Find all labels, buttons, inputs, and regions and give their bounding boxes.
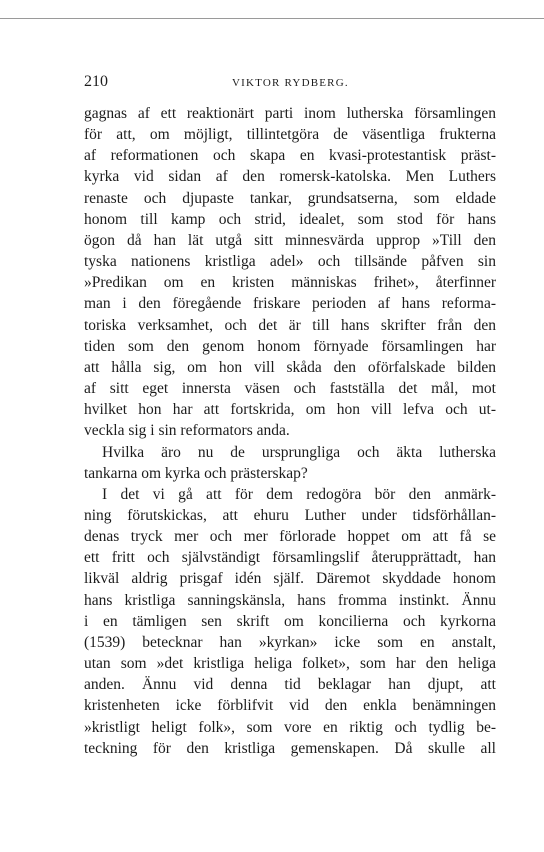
text-line: kristenheten icke förblifvit vid den enkla benämningen [84,697,496,715]
text-line: att hålla sig, om hon vill skåda den oförfalskade bilden [84,358,496,376]
running-head: VIKTOR RYDBERG. [232,77,349,89]
text-line: hvilket hon har att fortskrida, om hon vill lefva och ut- [84,401,496,419]
text-line: kyrka vid sidan af den romersk-katolska. Men Luthers [84,168,496,186]
text-line: af sitt eget innersta väsen och fastställa det mål, mot [84,380,496,398]
text-line: toriska verksamhet, och det är till hans skrifter från den [84,316,496,334]
text-line: anden. Ännu vid denna tid beklagar han djupt, att [84,676,496,694]
text-line: renaste och djupaste tankar, grundsatserna, som eldade [84,189,496,207]
text-line: ning förutskickas, att ehuru Luther under tidsförhållan- [84,506,496,524]
text-line: af reformationen och skapa en kvasi-protestantisk präst- [84,147,496,165]
top-rule [0,18,544,19]
text-line: likväl aldrig prisgaf idén själf. Däremot skyddade honom [84,570,496,588]
text-line: teckning för den kristliga gemenskapen. Då skulle all [84,739,496,757]
text-line: tiden som den genom honom förnyade församlingen har [84,337,496,355]
text-line: »Predikan om en kristen människas frihet», återfinner [84,274,496,292]
text-line: I det vi gå att för dem redogöra bör den anmärk- [102,485,496,503]
text-line: ett fritt och självständigt församlingslif återupprättadt, han [84,549,496,567]
text-line: tyska nationens kristliga adel» och tillsände påfven sin [84,253,496,271]
text-line: i en tämligen sen skrift om koncilierna och kyrkorna [84,612,496,630]
page-number: 210 [84,73,108,90]
text-line: gagnas af ett reaktionärt parti inom lutherska församlingen [84,105,496,122]
text-line: utan som »det kristliga heliga folket», som har den heliga [84,655,496,673]
body-text [84,103,496,759]
text-line: (1539) betecknar han »kyrkan» icke som en anstalt, [84,633,496,651]
text-line: hans kristliga sanningskänsla, hans fromma instinkt. Ännu [84,591,496,609]
text-line: för att, om möjligt, tillintetgöra de väsentliga frukterna [84,126,496,144]
text-line: honom till kamp och strid, idealet, som stod för hans [84,210,496,228]
text-line: Hvilka äro nu de ursprungliga och äkta lutherska [102,443,496,461]
page-header [84,72,496,94]
text-line: ögon då han lät utgå sitt minnesvärda upprop »Till den [84,231,496,249]
text-line: »kristligt heligt folk», som vore en riktig och tydlig be- [84,718,496,736]
text-line: tankarna om kyrka och prästerskap? [84,464,308,482]
text-line: veckla sig i sin reformators anda. [84,422,290,440]
text-line: man i den föregående friskare perioden af hans reforma- [84,295,496,313]
text-line: denas tryck mer och mer förlorade hoppet om att få se [84,528,496,546]
